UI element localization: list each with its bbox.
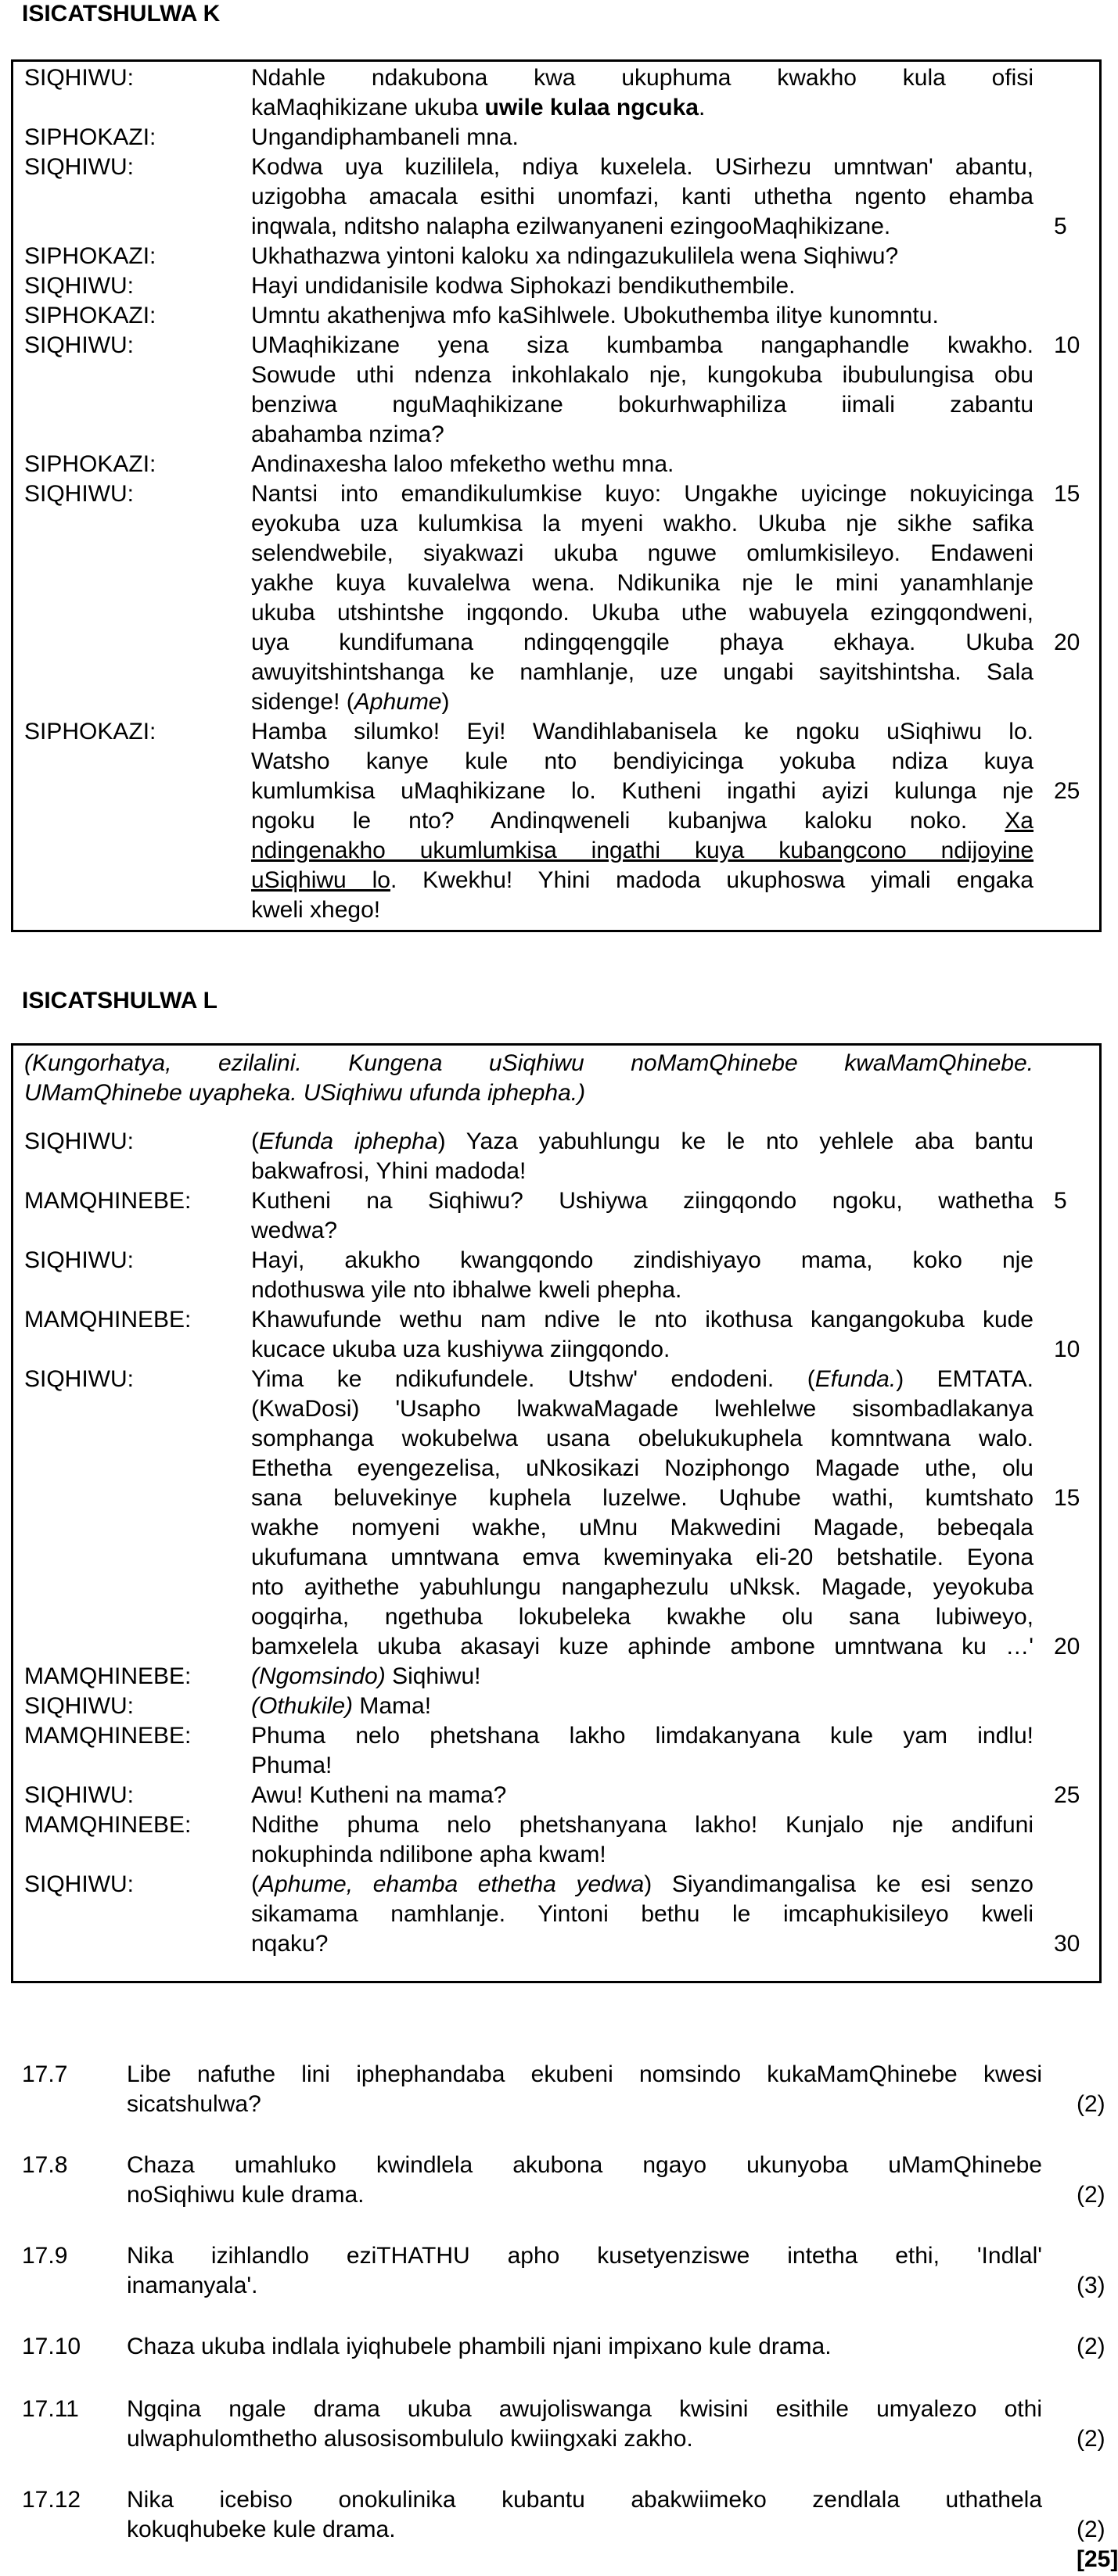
dialogue-line: ukuba utshintshe ingqondo. Ukuba uthe wabuyela ezingqondweni,: [251, 600, 1034, 626]
question-marks: (2): [1077, 2426, 1105, 2452]
speaker-name: SIPHOKAZI:: [24, 719, 156, 744]
question-text: [127, 2395, 1042, 2454]
question-item: [22, 2332, 1106, 2362]
dialogue-turn: [13, 331, 1099, 450]
line-number: 10: [1054, 1336, 1080, 1362]
speaker-name: SIQHIWU:: [24, 332, 134, 358]
dialogue-line: bamxelela ukuba akasayi kuze aphinde ambone umntwana ku …': [251, 1634, 1034, 1659]
dialogue-turn: [13, 1810, 1099, 1870]
dialogue-turn: [13, 1692, 1099, 1721]
dialogue-line: Ungandiphambaneli mna.: [251, 124, 519, 150]
dialogue-line: Hamba silumko! Eyi! Wandihlabanisela ke ngoku uSiqhiwu lo.: [251, 719, 1034, 744]
dialogue-text: [251, 479, 1034, 717]
question-marks: (3): [1077, 2273, 1105, 2298]
question-marks: (2): [1077, 2517, 1105, 2542]
speaker-name: SIPHOKAZI:: [24, 243, 156, 269]
question-line: noSiqhiwu kule drama.: [127, 2182, 365, 2208]
dialogue-turn: [13, 123, 1099, 152]
dialogue-line: wakhe nomyeni wakhe, uMnu Makwedini Magade, bebeqala: [251, 1515, 1034, 1541]
speaker-name: SIQHIWU:: [24, 1782, 134, 1808]
dialogue-text: [251, 1692, 1034, 1721]
dialogue-line: sidenge! (Aphume): [251, 689, 450, 715]
dialogue-turn: [13, 1781, 1099, 1810]
speaker-name: SIQHIWU:: [24, 273, 134, 299]
question-text: [127, 2151, 1042, 2210]
question-line: Nika icebiso onokulinika kubantu abakwiimeko zendlala uthathela: [127, 2487, 1042, 2513]
dialogue-line: sana beluvekinye kuphela luzelwe. Uqhube wathi, kumtshato: [251, 1485, 1034, 1511]
dialogue-turn: [13, 1127, 1099, 1186]
line-number: 25: [1054, 1782, 1080, 1808]
speaker-name: MAMQHINEBE:: [24, 1723, 192, 1749]
question-item: [22, 2151, 1106, 2210]
dialogue-line: UMaqhikizane yena siza kumbamba nangaphandle kwakho.: [251, 332, 1034, 358]
question-marks: (2): [1077, 2334, 1105, 2359]
dialogue-turn: [13, 1365, 1099, 1662]
dialogue-line: kweli xhego!: [251, 897, 381, 923]
dialogue-turn: [13, 63, 1099, 123]
question-text: [127, 2485, 1042, 2545]
question-line: ulwaphulomthetho alusosisombululo kwiingxaki zakho.: [127, 2426, 693, 2452]
dialogue-turn: [13, 450, 1099, 479]
dialogue-turn: [13, 1662, 1099, 1692]
question-line: Libe nafuthe lini iphephandaba ekubeni nomsindo kukaMamQhinebe kwesi: [127, 2061, 1042, 2087]
dialogue-line: wedwa?: [251, 1218, 338, 1243]
speaker-name: SIQHIWU:: [24, 154, 134, 180]
question-line: Chaza umahluko kwindlela akubona ngayo ukunyoba uMamQhinebe: [127, 2152, 1042, 2178]
dialogue-line: Hayi, akukho kwangqondo zindishiyayo mama, koko nje: [251, 1247, 1034, 1273]
dialogue-line: bakwafrosi, Yhini madoda!: [251, 1158, 527, 1184]
question-line: Chaza ukuba indlala iyiqhubele phambili njani impixano kule drama.: [127, 2334, 832, 2359]
question-number: 17.11: [22, 2396, 79, 2422]
dialogue-line: Nantsi into emandikulumkise kuyo: Ungakhe uyicinge nokuyicinga: [251, 481, 1034, 507]
dialogue-line: Ndithe phuma nelo phetshanyana lakho! Kunjalo nje andifuni: [251, 1812, 1034, 1838]
dialogue-line: Ndahle ndakubona kwa ukuphuma kwakho kula ofisi: [251, 65, 1034, 91]
dialogue-line: Hayi undidanisile kodwa Siphokazi bendikuthembile.: [251, 273, 796, 299]
dialogue-text: [251, 331, 1034, 450]
dialogue-line: ngoku le nto? Andinqweneli kubanjwa kaloku noko. Xa: [251, 808, 1034, 834]
dialogue-line: oogqirha, ngethuba lokubeleka kwakhe olu sana lubiweyo,: [251, 1604, 1034, 1630]
question-item: [22, 2395, 1106, 2454]
dialogue-line: sikamama namhlanje. Yintoni bethu le imcaphukisileyo kweli: [251, 1901, 1034, 1927]
dialogue-line: nokuphinda ndilibone apha kwam!: [251, 1842, 606, 1867]
speaker-name: SIQHIWU:: [24, 1247, 134, 1273]
dialogue-line: Kodwa uya kuzililela, ndiya kuxelela. USirhezu umntwan' abantu,: [251, 154, 1034, 180]
dialogue-turn: [13, 1246, 1099, 1305]
question-line: Ngqina ngale drama ukuba awujoliswanga kwisini esithile umyalezo othi: [127, 2396, 1042, 2422]
dialogue-text: [251, 1305, 1034, 1365]
question-item: [22, 2060, 1106, 2119]
speaker-name: SIQHIWU:: [24, 1366, 134, 1392]
speaker-name: SIPHOKAZI:: [24, 451, 156, 477]
dialogue-turn: [13, 717, 1099, 925]
question-line: sicatshulwa?: [127, 2091, 261, 2117]
line-number: 20: [1054, 1634, 1080, 1659]
dialogue-text: [251, 1186, 1034, 1246]
extract-l-box: [11, 1043, 1102, 1983]
dialogue-line: kaMaqhikizane ukuba uwile kulaa ngcuka.: [251, 95, 706, 120]
speaker-name: SIPHOKAZI:: [24, 303, 156, 328]
line-number: 5: [1054, 1188, 1067, 1214]
dialogue-line: (Efunda iphepha) Yaza yabuhlungu ke le nto yehlele aba bantu: [251, 1128, 1034, 1154]
speaker-name: MAMQHINEBE:: [24, 1663, 192, 1689]
dialogue-text: [251, 1365, 1034, 1662]
question-number: 17.8: [22, 2152, 68, 2178]
dialogue-text: [251, 1246, 1034, 1305]
dialogue-line: Awu! Kutheni na mama?: [251, 1782, 507, 1808]
speaker-name: MAMQHINEBE:: [24, 1188, 192, 1214]
total-marks: [25]: [1077, 2546, 1118, 2572]
speaker-name: MAMQHINEBE:: [24, 1307, 192, 1333]
dialogue-line: kucace ukuba uza kushiywa ziingqondo.: [251, 1336, 670, 1362]
dialogue-turn: [13, 1186, 1099, 1246]
dialogue-line: Andinaxesha laloo mfeketho wethu mna.: [251, 451, 674, 477]
dialogue-line: somphanga wokubelwa usana obelukukuphela komntwana walo.: [251, 1426, 1034, 1451]
dialogue-line: benziwa nguMaqhikizane bokurhwaphiliza iimali zabantu: [251, 392, 1034, 418]
dialogue-line: Khawufunde wethu nam ndive le nto ikothusa kangangokuba kude: [251, 1307, 1034, 1333]
stage-direction: [24, 1049, 1034, 1108]
dialogue-line: selendwebile, siyakwazi ukuba nguwe omlumkisileyo. Endaweni: [251, 540, 1034, 566]
dialogue-line: uzigobha amacala esithi unomfazi, kanti uthetha ngento ehamba: [251, 184, 1034, 210]
dialogue-text: [251, 1127, 1034, 1186]
dialogue-line: Yima ke ndikufundele. Utshw' endodeni. (Efunda.) EMTATA.: [251, 1366, 1034, 1392]
question-number: 17.9: [22, 2243, 68, 2269]
dialogue-text: [251, 1721, 1034, 1781]
dialogue-line: (Aphume, ehamba ethetha yedwa) Siyandimangalisa ke esi senzo: [251, 1871, 1034, 1897]
dialogue-turn: [13, 152, 1099, 242]
dialogue-turn: [13, 1305, 1099, 1365]
dialogue-turn: [13, 1870, 1099, 1959]
line-number: 25: [1054, 778, 1080, 804]
dialogue-line: inqwala, nditsho nalapha ezilwanyaneni ezingooMaqhikizane.: [251, 213, 891, 239]
speaker-name: SIQHIWU:: [24, 1693, 134, 1719]
dialogue-line: yakhe kuya kuvalelwa wena. Ndikunika nje le mini yanamhlanje: [251, 570, 1034, 596]
dialogue-line: ndingenakho ukumlumkisa ingathi kuya kubangcono ndijoyine: [251, 838, 1034, 863]
section-k-title: ISICATSHULWA K: [22, 1, 221, 27]
speaker-name: SIQHIWU:: [24, 1128, 134, 1154]
dialogue-line: awuyitshintshanga ke namhlanje, uze ungabi sayitshintsha. Sala: [251, 659, 1034, 685]
dialogue-line: Kutheni na Siqhiwu? Ushiywa ziingqondo ngoku, wathetha: [251, 1188, 1034, 1214]
question-text: [127, 2060, 1042, 2119]
line-number: 15: [1054, 481, 1080, 507]
question-number: 17.7: [22, 2061, 68, 2087]
dialogue-turn: [13, 301, 1099, 331]
dialogue-line: Ethetha eyengezelisa, uNkosikazi Noziphongo Magade uthe, olu: [251, 1455, 1034, 1481]
question-text: [127, 2332, 1042, 2362]
dialogue-text: [251, 152, 1034, 242]
dialogue-text: [251, 301, 1034, 331]
dialogue-turn: [13, 1721, 1099, 1781]
dialogue-line: nqaku?: [251, 1931, 329, 1957]
dialogue-text: [251, 1870, 1034, 1959]
line-number: 5: [1054, 213, 1067, 239]
question-line: kokuqhubeke kule drama.: [127, 2517, 396, 2542]
dialogue-turn: [13, 271, 1099, 301]
dialogue-line: (Ngomsindo) Siqhiwu!: [251, 1663, 481, 1689]
dialogue-turn: [13, 479, 1099, 717]
dialogue-text: [251, 63, 1034, 123]
dialogue-line: abahamba nzima?: [251, 422, 444, 447]
section-l-title: ISICATSHULWA L: [22, 988, 217, 1014]
dialogue-line: ndothuswa yile nto ibhalwe kweli phepha.: [251, 1277, 682, 1303]
line-number: 15: [1054, 1485, 1080, 1511]
question-text: [127, 2241, 1042, 2301]
dialogue-text: [251, 450, 1034, 479]
speaker-name: SIQHIWU:: [24, 1871, 134, 1897]
extract-k-box: [11, 59, 1102, 932]
question-item: [22, 2241, 1106, 2301]
line-number: 10: [1054, 332, 1080, 358]
dialogue-line: eyokuba uza kulumkisa la myeni wakho. Ukuba nje sikhe safika: [251, 511, 1034, 536]
dialogue-line: uSiqhiwu lo. Kwekhu! Yhini madoda ukuphoswa yimali engaka: [251, 867, 1034, 893]
line-number: 20: [1054, 630, 1080, 655]
question-line: inamanyala'.: [127, 2273, 258, 2298]
dialogue-line: Watsho kanye kule nto bendiyicinga yokuba ndiza kuya: [251, 748, 1034, 774]
speaker-name: SIPHOKAZI:: [24, 124, 156, 150]
dialogue-text: [251, 242, 1034, 271]
dialogue-line: Sowude uthi ndenza inkohlakalo nje, kungokuba ibubulungisa obu: [251, 362, 1034, 388]
dialogue-text: [251, 123, 1034, 152]
dialogue-line: Ukhathazwa yintoni kaloku xa ndingazukulilela wena Siqhiwu?: [251, 243, 899, 269]
question-number: 17.12: [22, 2487, 81, 2513]
dialogue-line: Phuma!: [251, 1753, 333, 1778]
question-marks: (2): [1077, 2091, 1105, 2117]
question-item: [22, 2485, 1106, 2545]
dialogue-line: uya kundifumana ndingqengqile phaya ekhaya. Ukuba: [251, 630, 1034, 655]
dialogue-line: ukufumana umntwana emva kweminyaka eli-20 betshatile. Eyona: [251, 1545, 1034, 1570]
speaker-name: SIQHIWU:: [24, 481, 134, 507]
dialogue-line: (Othukile) Mama!: [251, 1693, 432, 1719]
question-marks: (2): [1077, 2182, 1105, 2208]
dialogue-text: [251, 271, 1034, 301]
speaker-name: MAMQHINEBE:: [24, 1812, 192, 1838]
dialogue-text: [251, 1810, 1034, 1870]
speaker-name: SIQHIWU:: [24, 65, 134, 91]
dialogue-line: Phuma nelo phetshana lakho limdakanyana kule yam indlu!: [251, 1723, 1034, 1749]
dialogue-line: (KwaDosi) 'Usapho lwakwaMagade lwehlelwe sisombadlakanya: [251, 1396, 1034, 1422]
stage-direction-line: UMamQhinebe uyapheka. USiqhiwu ufunda iphepha.): [24, 1080, 586, 1106]
dialogue-text: [251, 717, 1034, 925]
dialogue-line: Umntu akathenjwa mfo kaSihlwele. Ubokuthemba ilitye kunomntu.: [251, 303, 939, 328]
dialogue-text: [251, 1662, 1034, 1692]
dialogue-text: [251, 1781, 1034, 1810]
question-line: Nika izihlandlo eziTHATHU apho kusetyenziswe intetha ethi, 'Indlal': [127, 2243, 1042, 2269]
stage-direction-line: (Kungorhatya, ezilalini. Kungena uSiqhiwu noMamQhinebe kwaMamQhinebe.: [24, 1050, 1034, 1076]
dialogue-turn: [13, 242, 1099, 271]
question-number: 17.10: [22, 2334, 81, 2359]
dialogue-line: nto ayithethe yabuhlungu nangaphezulu uNksk. Magade, yeyokuba: [251, 1574, 1034, 1600]
dialogue-line: kumlumkisa uMaqhikizane lo. Kutheni ingathi ayizi kulunga nje: [251, 778, 1034, 804]
line-number: 30: [1054, 1931, 1080, 1957]
